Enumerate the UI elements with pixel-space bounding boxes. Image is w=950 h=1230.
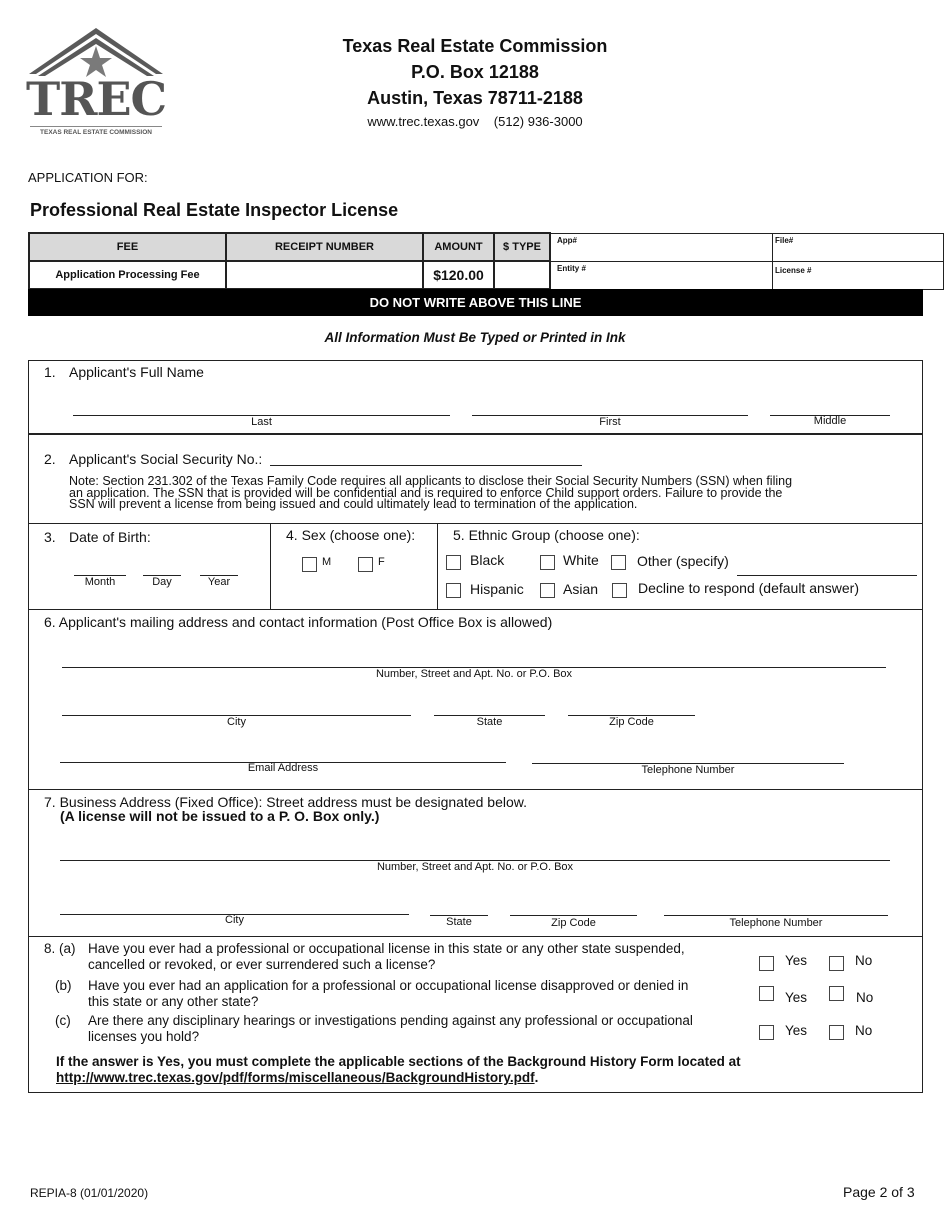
first-caption: First (599, 416, 621, 428)
ssn-note (69, 476, 909, 511)
page-number: Page 2 of 3 (843, 1184, 915, 1200)
q8a-line-1: Have you ever had a professional or occupational license in this state or any other state suspended, (88, 941, 685, 956)
logo-subtext: TEXAS REAL ESTATE COMMISSION (40, 129, 152, 136)
contact-line (0, 114, 950, 129)
q8c-number: (c) (55, 1013, 71, 1028)
ethnic-black-checkbox[interactable] (446, 555, 461, 570)
background-history-link[interactable]: http://www.trec.texas.gov/pdf/forms/miscellaneous/BackgroundHistory.pdf (56, 1070, 535, 1085)
ethnic-hispanic-label: Hispanic (470, 581, 524, 597)
form-title: Professional Real Estate Inspector License (30, 200, 399, 220)
divider-1 (28, 433, 923, 435)
sex-f-label: F (378, 556, 385, 568)
po-box: P.O. Box 12188 (411, 62, 539, 82)
ethnic-black-label: Black (470, 552, 505, 568)
q7-label: 7. Business Address (Fixed Office): Street address must be designated below. (44, 794, 527, 810)
background-note (56, 1054, 916, 1086)
background-note-line-1: If the answer is Yes, you must complete the applicable sections of the Background History Form located at (56, 1054, 741, 1069)
q8a-text (88, 941, 743, 973)
q8c-no-label: No (855, 1023, 873, 1038)
license-number-cell: License # (773, 261, 944, 289)
middle-caption: Middle (813, 415, 847, 427)
amount-cell: $120.00 (423, 261, 494, 289)
ethnic-hispanic-checkbox[interactable] (446, 583, 461, 598)
background-note-period: . (534, 1070, 539, 1085)
q8a-yes-label: Yes (785, 953, 808, 968)
vdivider-1 (270, 523, 271, 609)
phone-number: (512) 936-3000 (493, 114, 583, 129)
divider-4 (28, 789, 923, 790)
q2-number: 2. (44, 451, 56, 467)
q8c-line-2: licenses you hold? (88, 1029, 200, 1044)
entity-number-cell: Entity # (550, 261, 773, 289)
fee-header: FEE (29, 233, 226, 261)
ethnic-white-label: White (563, 552, 599, 568)
q8b-no-label: No (856, 990, 874, 1005)
q8b-yes-label: Yes (785, 990, 808, 1005)
q8c-text (88, 1013, 743, 1045)
ethnic-white-checkbox[interactable] (540, 555, 555, 570)
ssn-note-line-3: SSN will prevent a license from being issued and could ultimately lead to termination of the application. (69, 497, 638, 511)
business-zip-caption: Zip Code (551, 917, 596, 929)
org-name: Texas Real Estate Commission (342, 36, 608, 56)
q7-sublabel: (A license will not be issued to a P. O. Box only.) (60, 808, 380, 824)
q8a-number: 8. (a) (44, 941, 76, 956)
fee-row-label: Application Processing Fee (29, 261, 226, 289)
receipt-cell (226, 261, 423, 289)
divider-3 (28, 609, 923, 610)
ethnic-other-field[interactable] (737, 575, 917, 576)
q8b-number: (b) (55, 978, 72, 993)
type-header: $ TYPE (494, 233, 550, 261)
month-caption: Month (84, 576, 116, 588)
q2-label: Applicant's Social Security No.: (69, 451, 263, 467)
business-zip-field[interactable] (510, 915, 637, 916)
ethnic-asian-checkbox[interactable] (540, 583, 555, 598)
mailing-city-caption: City (227, 716, 246, 728)
day-caption: Day (152, 576, 172, 588)
divider-2 (28, 523, 923, 524)
q8a-no-label: No (855, 953, 873, 968)
year-caption: Year (207, 576, 231, 588)
ssn-field[interactable] (270, 465, 582, 466)
mailing-phone-caption: Telephone Number (641, 764, 735, 776)
ssn-note-line-2: an application. The SSN that is provided will be confidential and is required to enforce Child support orders. Failure to provide the (69, 485, 783, 500)
do-not-write-banner: DO NOT WRITE ABOVE THIS LINE (28, 289, 923, 316)
q3-label: Date of Birth: (69, 529, 151, 545)
last-caption: Last (251, 416, 272, 428)
ethnic-decline-checkbox[interactable] (612, 583, 627, 598)
logo-text: TREC (26, 72, 167, 126)
q8b-no-checkbox[interactable] (829, 986, 844, 1001)
file-number-cell: File# (773, 233, 944, 261)
business-phone-caption: Telephone Number (729, 917, 823, 929)
fee-table (28, 232, 944, 290)
type-cell (494, 261, 550, 289)
sex-m-checkbox[interactable] (302, 557, 317, 572)
q8b-line-2: this state or any other state? (88, 994, 259, 1009)
business-street-caption: Number, Street and Apt. No. or P.O. Box (376, 861, 574, 873)
mailing-zip-caption: Zip Code (609, 716, 654, 728)
q1-number: 1. (44, 364, 56, 380)
city-line: Austin, Texas 78711-2188 (367, 88, 583, 108)
mailing-state-caption: State (476, 716, 503, 728)
q8a-line-2: cancelled or revoked, or ever surrendered such a license? (88, 957, 436, 972)
q8a-yes-checkbox[interactable] (759, 956, 774, 971)
sex-m-label: M (322, 556, 332, 568)
q8c-yes-label: Yes (785, 1023, 808, 1038)
application-for-label: APPLICATION FOR: (28, 170, 148, 185)
instruction: All Information Must Be Typed or Printed in Ink (324, 330, 626, 345)
background-note-line-2 (56, 1070, 916, 1086)
q8c-no-checkbox[interactable] (829, 1025, 844, 1040)
q8c-line-1: Are there any disciplinary hearings or investigations pending against any professional or occupational (88, 1013, 693, 1028)
app-number-cell: App# (550, 233, 773, 261)
amount-header: AMOUNT (423, 233, 494, 261)
ethnic-other-checkbox[interactable] (611, 555, 626, 570)
ethnic-asian-label: Asian (563, 581, 599, 597)
divider-5 (28, 936, 923, 937)
vdivider-2 (437, 523, 438, 609)
business-phone-field[interactable] (664, 915, 888, 916)
q4-label: 4. Sex (choose one): (286, 527, 416, 543)
q8b-yes-checkbox[interactable] (759, 986, 774, 1001)
q8b-line-1: Have you ever had an application for a professional or occupational license disapproved or denied in (88, 978, 689, 993)
q8a-no-checkbox[interactable] (829, 956, 844, 971)
email-caption: Email Address (247, 762, 319, 774)
q8b-text (88, 978, 743, 1010)
mailing-street-caption: Number, Street and Apt. No. or P.O. Box (375, 668, 573, 680)
q1-label: Applicant's Full Name (69, 364, 204, 380)
website-link[interactable]: www.trec.texas.gov (367, 114, 480, 129)
q8c-yes-checkbox[interactable] (759, 1025, 774, 1040)
ethnic-decline-label: Decline to respond (default answer) (638, 580, 860, 596)
q3-number: 3. (44, 529, 56, 545)
sex-f-checkbox[interactable] (358, 557, 373, 572)
q6-label: 6. Applicant's mailing address and contact information (Post Office Box is allowed) (44, 614, 553, 630)
form-id: REPIA-8 (01/01/2020) (30, 1186, 149, 1200)
business-state-caption: State (446, 916, 472, 928)
business-city-caption: City (225, 914, 244, 926)
ssn-note-line-1: Note: Section 231.302 of the Texas Family Code requires all applicants to disclose their Social Security Numbers (SSN) when filing (69, 474, 793, 488)
q5-label: 5. Ethnic Group (choose one): (453, 527, 640, 543)
receipt-header: RECEIPT NUMBER (226, 233, 423, 261)
ethnic-other-label: Other (specify) (637, 553, 729, 569)
